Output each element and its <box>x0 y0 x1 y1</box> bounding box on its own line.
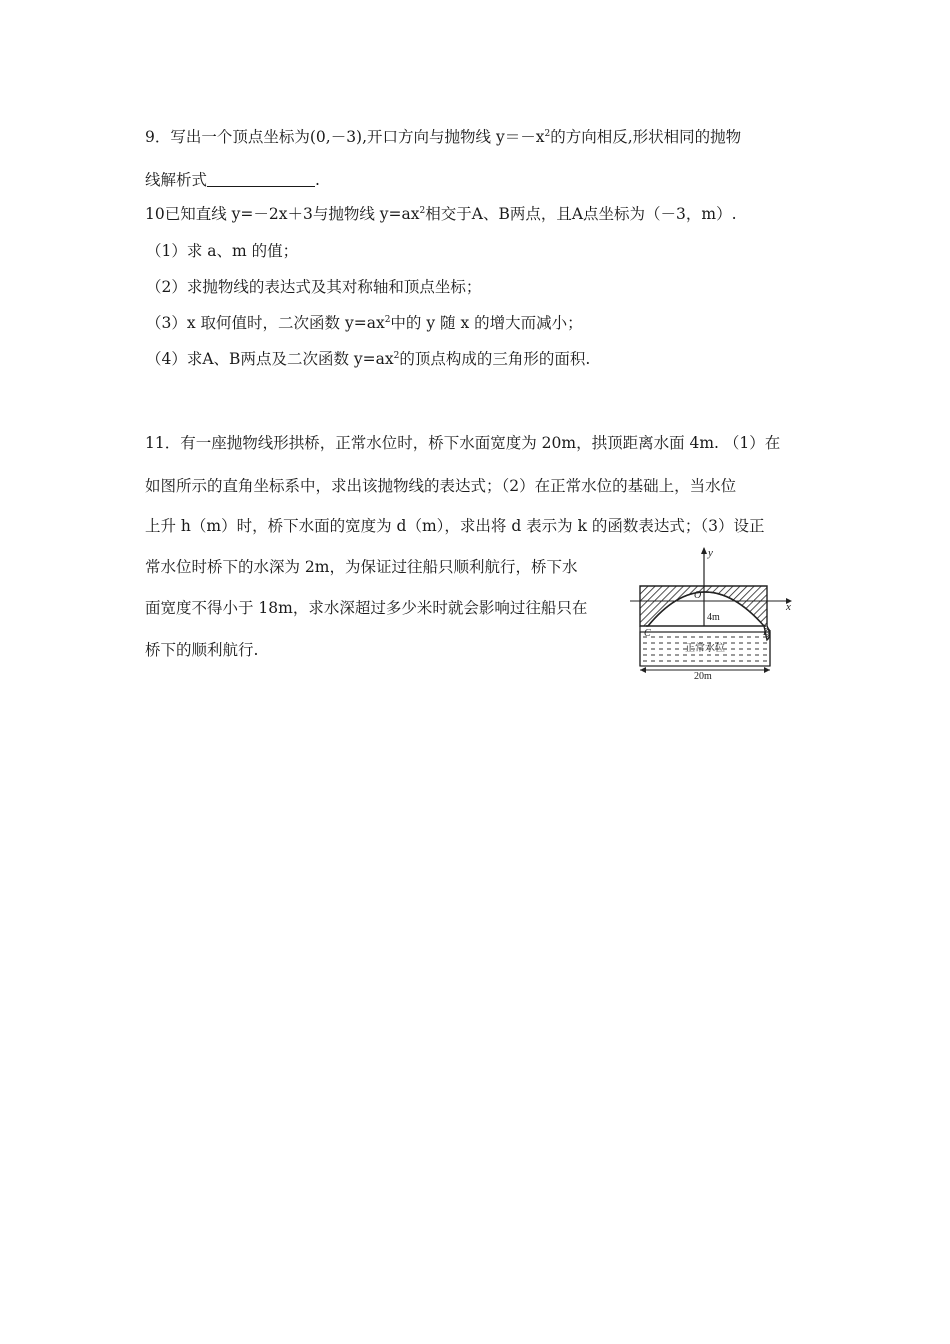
point-d-label: D <box>763 627 771 638</box>
q9-line-1 <box>145 130 741 146</box>
point-c-label: C <box>644 628 651 639</box>
answer-blank[interactable] <box>207 172 315 187</box>
q9-text-b: 的方向相反,形状相同的抛物 <box>550 128 742 146</box>
q10-part-4-a: （4）求A、B两点及二次函数 y=ax <box>146 350 394 368</box>
q10-part-1: （1）求 a、m 的值； <box>146 242 299 260</box>
q11-line-6: 桥下的顺利航行. <box>145 641 259 659</box>
q10-part-4-sup: 2 <box>393 351 400 361</box>
y-axis-label: y <box>708 547 713 559</box>
q10-part-4-b: 的顶点构成的三角形的面积. <box>399 350 591 368</box>
q11-line-5: 面宽度不得小于 18m，求水深超过多少米时就会影响过往船只在 <box>145 599 588 617</box>
q10-part-3-sup: 2 <box>384 315 391 325</box>
water-level-label: 正常水位 <box>685 643 725 654</box>
q9-answer-prefix: 线解析式 <box>145 171 208 189</box>
q10-stem-a: 10已知直线 y=－2x＋3与抛物线 y=ax <box>145 205 420 223</box>
q10-part-3 <box>146 316 583 332</box>
bridge-figure <box>626 544 796 680</box>
width-label: 20m <box>694 671 712 680</box>
bridge-diagram <box>626 544 796 680</box>
q9-superscript: 2 <box>544 129 551 139</box>
origin-label: O <box>694 590 702 601</box>
q11-line-2: 如图所示的直角坐标系中，求出该抛物线的表达式；（2）在正常水位的基础上，当水位 <box>145 477 737 495</box>
q9-line-2 <box>145 172 320 189</box>
q10-part-3-a: （3）x 取何值时，二次函数 y=ax <box>146 314 385 332</box>
q10-stem <box>145 207 737 223</box>
q10-stem-b: 相交于A、B两点，且A点坐标为（－3，m）. <box>425 205 737 223</box>
q10-superscript: 2 <box>419 206 426 216</box>
q10-part-4 <box>146 352 590 368</box>
q10-part-2: （2）求抛物线的表达式及其对称轴和顶点坐标； <box>146 278 482 296</box>
q9-period: . <box>315 171 320 189</box>
q11-line-1: 11．有一座抛物线形拱桥，正常水位时，桥下水面宽度为 20m，拱顶距离水面 4m. （1）在 <box>145 434 781 452</box>
height-label: 4m <box>707 612 720 623</box>
q10-part-3-b: 中的 y 随 x 的增大而减小； <box>390 314 583 332</box>
x-axis-label: x <box>786 601 791 613</box>
q11-line-3: 上升 h（m）时，桥下水面的宽度为 d（m），求出将 d 表示为 k 的函数表达式；（3）设正 <box>145 517 765 535</box>
q11-line-4: 常水位时桥下的水深为 2m，为保证过往船只顺利航行，桥下水 <box>145 558 578 576</box>
q9-text-a: 9．写出一个顶点坐标为(0,－3),开口方向与抛物线 y＝－x <box>145 128 545 146</box>
